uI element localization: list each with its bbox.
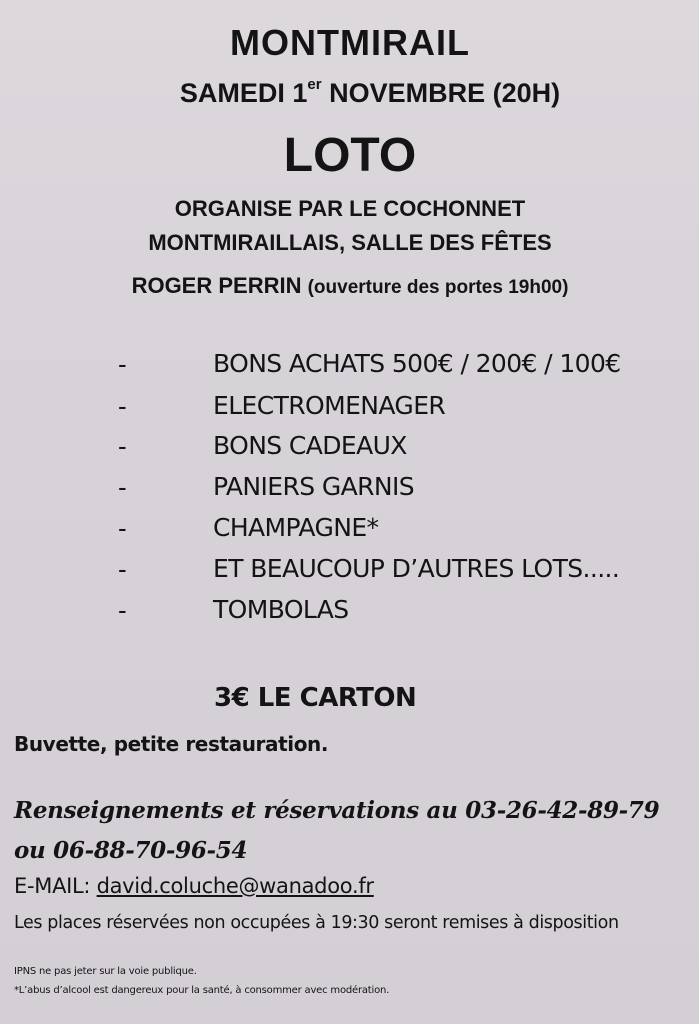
email-label: E-MAIL: <box>14 874 97 898</box>
prize-bullet: - <box>118 554 127 584</box>
organizer-line-1: ORGANISE PAR LE COCHONNET <box>174 196 526 221</box>
info-phone-2: ou 06-88-70-96-54 <box>14 837 248 864</box>
footnote-alcohol: *L’abus d’alcool est dangereux pour la santé, à consommer avec modération. <box>14 985 390 996</box>
info-phone-1: Renseignements et réservations au 03-26-42-89-79 <box>14 797 660 824</box>
prize-bullet: - <box>118 349 127 379</box>
doors-open-note: (ouverture des portes 19h00) <box>307 277 569 298</box>
email-address: david.coluche@wanadoo.fr <box>96 874 374 898</box>
card-price: 3€ LE CARTON <box>214 683 417 713</box>
event-date <box>40 78 699 109</box>
prize-item: ET BEAUCOUP D’AUTRES LOTS..... <box>213 554 620 583</box>
organizer-line-2: MONTMIRAILLAIS, SALLE DES FÊTES <box>148 230 552 255</box>
prize-item: BONS CADEAUX <box>213 431 407 460</box>
date-suffix: NOVEMBRE (20H) <box>321 78 561 108</box>
prize-bullet: - <box>118 431 127 461</box>
town-title: MONTMIRAIL <box>230 22 470 63</box>
prize-bullet: - <box>118 391 127 421</box>
date-superscript: er <box>307 76 322 93</box>
refreshments-note: Buvette, petite restauration. <box>14 732 329 756</box>
prize-item: CHAMPAGNE* <box>213 513 379 542</box>
prize-bullet: - <box>118 513 127 543</box>
organizer-line-3 <box>20 273 680 299</box>
prize-item: TOMBOLAS <box>213 595 349 624</box>
date-prefix: SAMEDI 1 <box>179 78 308 108</box>
prize-bullet: - <box>118 595 127 625</box>
event-title: LOTO <box>283 129 417 182</box>
footnote-ipns: IPNS ne pas jeter sur la voie publique. <box>14 966 197 977</box>
reservation-note: Les places réservées non occupées à 19:30 seront remises à disposition <box>14 913 619 933</box>
prize-item: ELECTROMENAGER <box>213 391 446 420</box>
prize-item: PANIERS GARNIS <box>213 472 415 501</box>
email-line <box>14 874 374 898</box>
prize-item: BONS ACHATS 500€ / 200€ / 100€ <box>213 349 621 378</box>
prize-bullet: - <box>118 472 127 502</box>
venue-name: ROGER PERRIN <box>131 273 302 298</box>
